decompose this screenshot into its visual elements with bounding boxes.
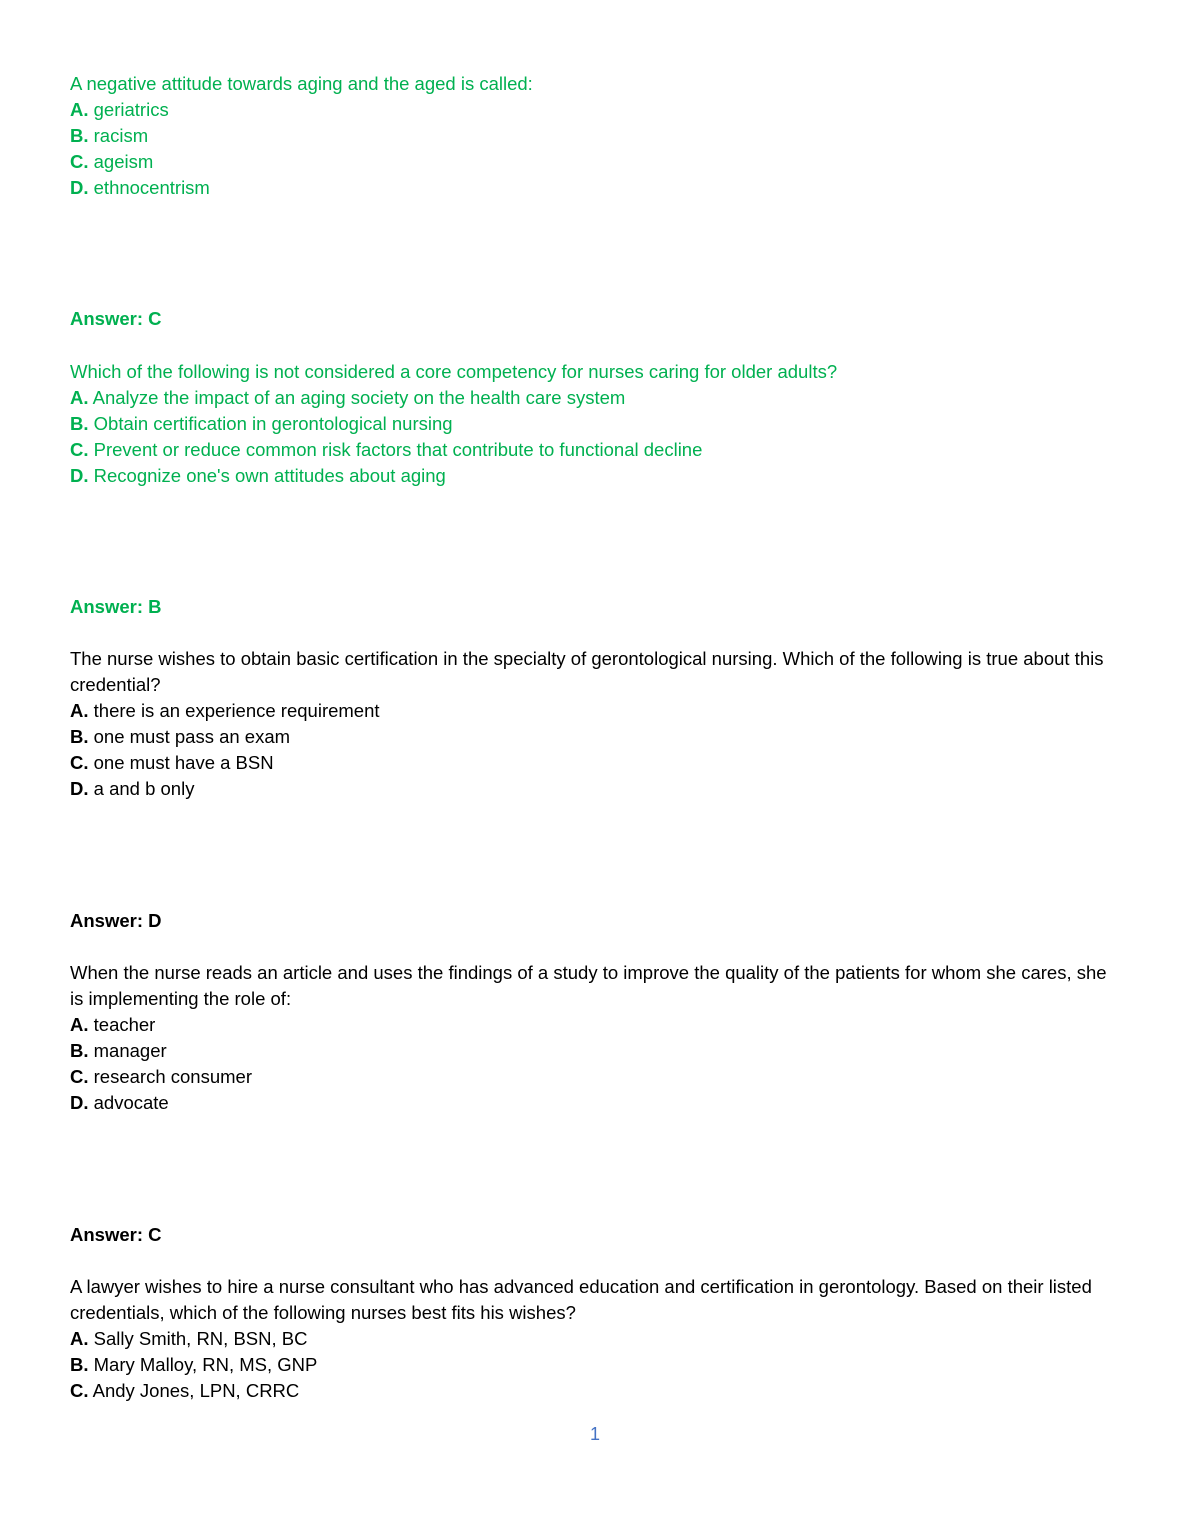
option-c [70, 750, 1120, 776]
option-text: one must pass an exam [88, 726, 291, 747]
question-block-4 [70, 960, 1120, 1116]
answer-3: Answer: D [70, 910, 162, 931]
option-letter: B. [70, 125, 89, 146]
option-letter: C. [70, 439, 89, 460]
option-text: racism [88, 125, 149, 146]
option-letter: D. [70, 778, 89, 799]
option-d [70, 175, 1120, 201]
option-text: Obtain certification in gerontological nursing [88, 413, 453, 434]
option-c [70, 1064, 1120, 1090]
option-d [70, 1090, 1120, 1116]
option-letter: D. [70, 177, 89, 198]
option-a [70, 1326, 1120, 1352]
option-text: Prevent or reduce common risk factors that contribute to functional decline [88, 439, 703, 460]
option-text: advocate [88, 1092, 169, 1113]
option-a [70, 97, 1120, 123]
option-letter: B. [70, 1354, 89, 1375]
question-text: A lawyer wishes to hire a nurse consultant who has advanced education and certification in gerontology. Based on their listed credentials, which of the following nurses best fits his wishes? [70, 1276, 1092, 1323]
option-letter: D. [70, 465, 89, 486]
question-block-5 [70, 1274, 1120, 1404]
answer-4: Answer: C [70, 1224, 162, 1245]
question-text: A negative attitude towards aging and the aged is called: [70, 73, 533, 94]
option-letter: C. [70, 752, 89, 773]
option-a [70, 1012, 1120, 1038]
option-c [70, 1378, 1120, 1404]
option-letter: A. [70, 387, 89, 408]
option-text: a and b only [88, 778, 195, 799]
option-letter: B. [70, 1040, 89, 1061]
option-text: ethnocentrism [88, 177, 210, 198]
option-text: research consumer [88, 1066, 252, 1087]
option-letter: A. [70, 1328, 89, 1349]
option-b [70, 1352, 1120, 1378]
option-letter: B. [70, 726, 89, 747]
option-text: Andy Jones, LPN, CRRC [88, 1380, 300, 1401]
option-a [70, 698, 1120, 724]
option-letter: A. [70, 99, 89, 120]
answer-1: Answer: C [70, 308, 162, 329]
question-text: The nurse wishes to obtain basic certification in the specialty of gerontological nursing. Which of the following is true about this credential? [70, 648, 1104, 695]
option-text: ageism [88, 151, 154, 172]
option-letter: A. [70, 1014, 89, 1035]
option-text: Recognize one's own attitudes about aging [88, 465, 446, 486]
question-block-3 [70, 646, 1120, 802]
answer-2: Answer: B [70, 596, 162, 617]
page-number: 1 [589, 1424, 600, 1444]
option-letter: C. [70, 1066, 89, 1087]
option-d [70, 776, 1120, 802]
option-b [70, 411, 1120, 437]
option-a [70, 385, 1120, 411]
option-b [70, 123, 1120, 149]
option-letter: C. [70, 151, 89, 172]
option-text: there is an experience requirement [88, 700, 380, 721]
option-b [70, 1038, 1120, 1064]
option-letter: A. [70, 700, 89, 721]
option-b [70, 724, 1120, 750]
option-letter: D. [70, 1092, 89, 1113]
option-text: Sally Smith, RN, BSN, BC [88, 1328, 308, 1349]
option-text: Analyze the impact of an aging society on the health care system [88, 387, 626, 408]
option-text: manager [88, 1040, 167, 1061]
question-block-2 [70, 359, 1120, 489]
question-text: When the nurse reads an article and uses the findings of a study to improve the quality of the patients for whom she cares, she is implementing the role of: [70, 962, 1107, 1009]
option-text: teacher [88, 1014, 156, 1035]
question-block-1 [70, 71, 1120, 201]
option-letter: C. [70, 1380, 89, 1401]
option-text: Mary Malloy, RN, MS, GNP [88, 1354, 318, 1375]
option-text: geriatrics [88, 99, 169, 120]
option-c [70, 437, 1120, 463]
option-letter: B. [70, 413, 89, 434]
option-d [70, 463, 1120, 489]
option-c [70, 149, 1120, 175]
question-text: Which of the following is not considered a core competency for nurses caring for older adults? [70, 361, 838, 382]
option-text: one must have a BSN [88, 752, 274, 773]
